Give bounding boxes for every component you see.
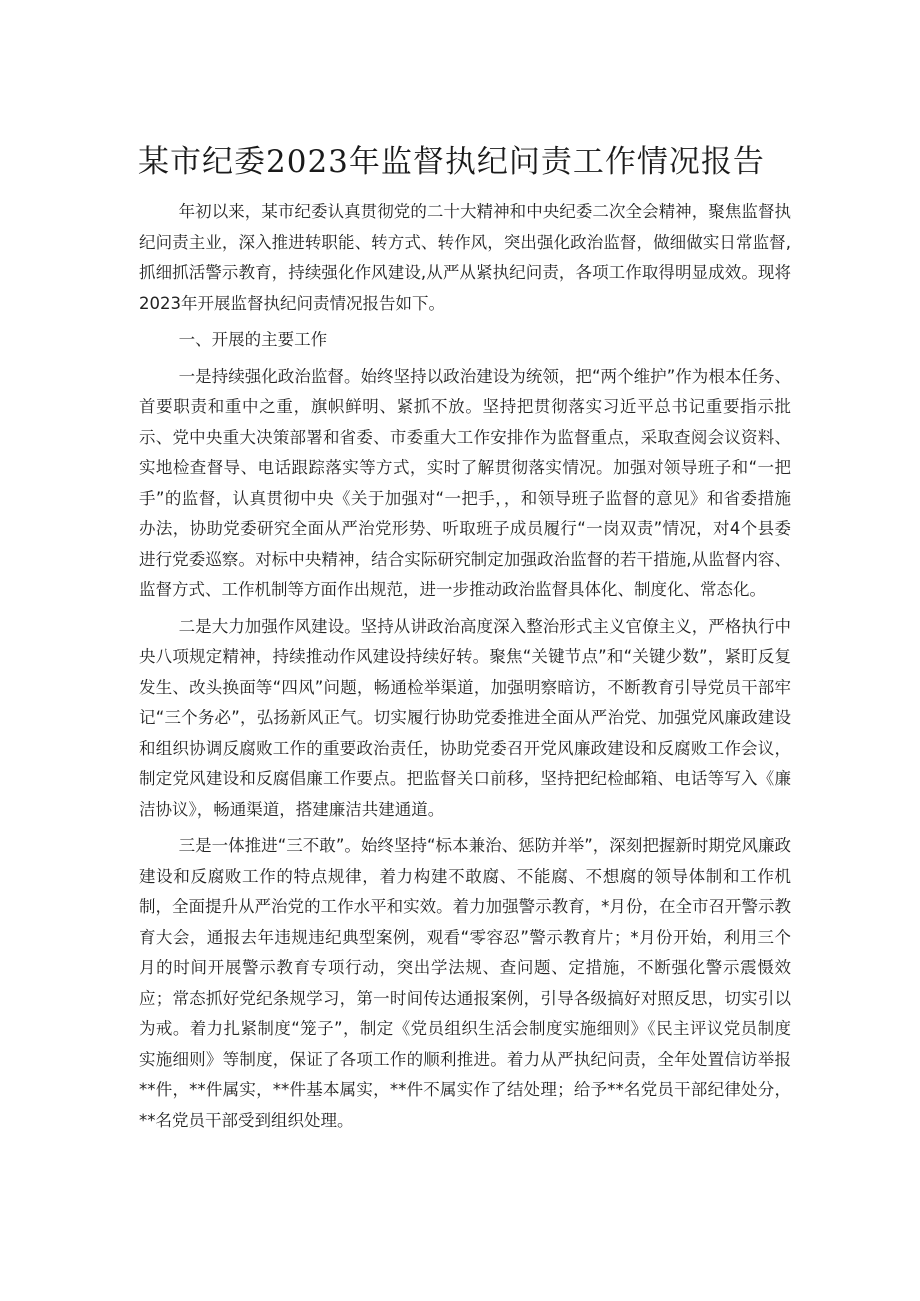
section-heading-main-work: 一、开展的主要工作 [178, 330, 328, 349]
intro-paragraph: 年初以来，某市纪委认真贯彻党的二十大精神和中央纪委二次全会精神，聚焦监督执纪问责主业，深入推进转职能、转方式、转作风，突出强化政治监督，做细做实日常监督,抓细抓活警示教育，持续强化作风建设,从严从紧执纪问责，各项工作取得明显成效。现将2023年开展监督执纪问责情况报告如下。 [139, 202, 791, 313]
paragraph-three-nots: 三是一体推进“三不敢”。始终坚持“标本兼治、惩防并举”，深刻把握新时期党风廉政建设和反腐败工作的特点规律，着力构建不敢腐、不能腐、不想腐的领导体制和工作机制，全面提升从严治党的工作水平和实效。着力加强警示教育，*月份，在全市召开警示教育大会，通报去年违规违纪典型案例，观看“零容忍”警示教育片；*月份开始，利用三个月的时间开展警示教育专项行动，突出学法规、查问题、定措施，不断强化警示震慑效应；常态抓好党纪条规学习，第一时间传达通报案例，引导各级搞好对照反思，切实引以为戒。着力扎紧制度“笼子”，制定《党员组织生活会制度实施细则》《民主评议党员制度实施细则》等制度，保证了各项工作的顺利推进。着力从严执纪问责，全年处置信访举报**件，**件属实，**件基本属实，**件不属实作了结处理；给予**名党员干部纪律处分，**名党员干部受到组织处理。 [139, 836, 791, 1130]
document-title: 某市纪委2023年监督执纪问责工作情况报告 [138, 144, 765, 180]
document-body [139, 197, 791, 1136]
paragraph-political-supervision: 一是持续强化政治监督。始终坚持以政治建设为统领，把“两个维护”作为根本任务、首要职责和重中之重，旗帜鲜明、紧抓不放。坚持把贯彻落实习近平总书记重要指示批示、党中央重大决策部署和省委、市委重大工作安排作为监督重点，采取查阅会议资料、实地检查督导、电话跟踪落实等方式，实时了解贯彻落实情况。加强对领导班子和“一把手”的监督，认真贯彻中央《关于加强对“一把手，，和领导班子监督的意见》和省委措施办法，协助党委研究全面从严治党形势、听取班子成员履行“一岗双责”情况，对4个县委进行党委巡察。对标中央精神，结合实际研究制定加强政治监督的若干措施,从监督内容、监督方式、工作机制等方面作出规范，进一步推动政治监督具体化、制度化、常态化。 [139, 366, 791, 599]
paragraph-work-style: 二是大力加强作风建设。坚持从讲政治高度深入整治形式主义官僚主义，严格执行中央八项规定精神，持续推动作风建设持续好转。聚焦“关键节点”和“关键少数”，紧盯反复发生、改头换面等“四风”问题，畅通检举渠道，加强明察暗访，不断教育引导党员干部牢记“三个务必”，弘扬新风正气。切实履行协助党委推进全面从严治党、加强党风廉政建设和组织协调反腐败工作的重要政治责任，协助党委召开党风廉政建设和反腐败工作会议，制定党风建设和反腐倡廉工作要点。把监督关口前移，坚持把纪检邮箱、电话等写入《廉洁协议》，畅通渠道，搭建廉洁共建通道。 [139, 616, 791, 819]
